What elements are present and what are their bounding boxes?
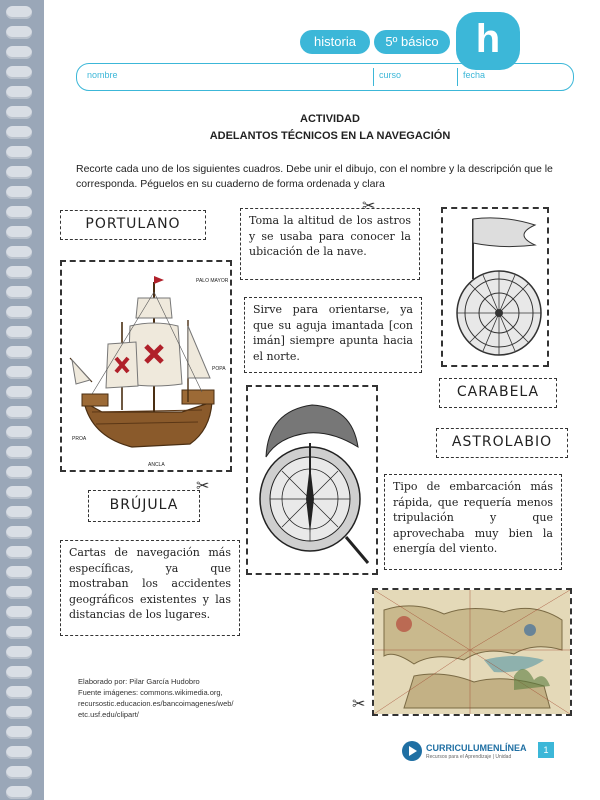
credits xyxy=(78,676,234,720)
card-image-astrolabio[interactable] xyxy=(441,207,549,367)
ship-illustration xyxy=(62,262,230,470)
spiral-ring xyxy=(6,586,32,599)
spiral-ring xyxy=(6,486,32,499)
credits-source: Fuente imágenes: commons.wikimedia.org, xyxy=(78,688,223,697)
spiral-ring xyxy=(6,366,32,379)
credits-author: Elaborado por: Pilar García Hudobro xyxy=(78,677,200,686)
divider xyxy=(457,68,458,86)
spiral-ring xyxy=(6,226,32,239)
brand-tagline: Recursos para el Aprendizaje | Unidad xyxy=(426,754,512,760)
spiral-ring xyxy=(6,706,32,719)
spiral-ring xyxy=(6,206,32,219)
spiral-ring xyxy=(6,146,32,159)
spiral-ring xyxy=(6,686,32,699)
grade-tab: 5º básico xyxy=(374,30,450,54)
spiral-ring xyxy=(6,346,32,359)
student-info-bar xyxy=(76,63,574,91)
spiral-ring xyxy=(6,26,32,39)
card-brujula[interactable]: BRÚJULA xyxy=(88,490,200,522)
scissors-icon: ✂ xyxy=(352,696,366,713)
compass-illustration xyxy=(248,387,376,573)
card-carabela[interactable]: CARABELA xyxy=(439,378,557,408)
spiral-ring xyxy=(6,406,32,419)
scissors-icon: ✂ xyxy=(196,478,210,495)
card-desc-astrolabio[interactable]: Toma la altitud de los astros y se usaba para conocer la ubicación de la nave. xyxy=(240,208,420,280)
spiral-ring xyxy=(6,646,32,659)
activity-heading: ACTIVIDAD xyxy=(300,113,360,125)
instructions: Recorte cada uno de los siguientes cuadros. Debe unir el dibujo, con el nombre y la descripción que le corresponda. Péguelos en su cuaderno de forma ordenada y clara xyxy=(76,163,553,190)
label-proa: PROA xyxy=(72,436,87,442)
spiral-ring xyxy=(6,566,32,579)
card-image-carabela[interactable] xyxy=(60,260,232,472)
play-icon xyxy=(402,741,422,761)
credits-source: etc.usf.edu/clipart/ xyxy=(78,710,139,719)
spiral-ring xyxy=(6,766,32,779)
spiral-ring xyxy=(6,726,32,739)
label-palo-mayor: PALO MAYOR xyxy=(196,278,229,284)
spiral-ring xyxy=(6,546,32,559)
name-label: nombre xyxy=(87,70,118,80)
portolan-map-illustration xyxy=(374,590,570,714)
divider xyxy=(373,68,374,86)
card-desc-brujula[interactable]: Sirve para orientarse, ya que su aguja imantada [con imán] siempre apunta hacia el norte. xyxy=(244,297,422,373)
spiral-ring xyxy=(6,186,32,199)
page-number: 1 xyxy=(538,742,554,758)
card-desc-carabela[interactable]: Tipo de embarcación más rápida, que requería menos tripulación y que aprovechaba muy bien la energía del viento. xyxy=(384,474,562,570)
brand-name: CURRICULUMENLÍNEA xyxy=(426,743,527,753)
label-ancla: ANCLA xyxy=(148,462,165,468)
card-portulano[interactable]: PORTULANO xyxy=(60,210,206,240)
spiral-ring xyxy=(6,6,32,19)
spiral-ring xyxy=(6,466,32,479)
spiral-ring xyxy=(6,626,32,639)
card-desc-portulano[interactable]: Cartas de navegación más específicas, ya que mostraban los accidentes geográficos existentes y las distancias de los lugares. xyxy=(60,540,240,636)
astrolabe-illustration xyxy=(443,209,547,365)
spiral-ring xyxy=(6,286,32,299)
h-logo: h xyxy=(456,12,520,70)
spiral-ring xyxy=(6,326,32,339)
spiral-ring xyxy=(6,106,32,119)
spiral-ring xyxy=(6,386,32,399)
label-popa: POPA xyxy=(212,366,226,372)
spiral-ring xyxy=(6,66,32,79)
spiral-ring xyxy=(6,666,32,679)
spiral-ring xyxy=(6,266,32,279)
spiral-ring xyxy=(6,86,32,99)
activity-title: ADELANTOS TÉCNICOS EN LA NAVEGACIÓN xyxy=(209,130,451,142)
spiral-ring xyxy=(6,46,32,59)
spiral-ring xyxy=(6,126,32,139)
spiral-ring xyxy=(6,246,32,259)
spiral-ring xyxy=(6,506,32,519)
spiral-ring xyxy=(6,306,32,319)
spiral-ring xyxy=(6,426,32,439)
spiral-ring xyxy=(6,166,32,179)
spiral-ring xyxy=(6,786,32,799)
date-label: fecha xyxy=(463,70,486,80)
spiral-ring xyxy=(6,446,32,459)
card-image-portulano[interactable] xyxy=(372,588,572,716)
spiral-ring xyxy=(6,746,32,759)
scissors-icon: ✂ xyxy=(362,198,376,215)
spiral-ring xyxy=(6,526,32,539)
course-label: curso xyxy=(379,70,402,80)
spiral-binding xyxy=(0,0,44,800)
subject-tab: historia xyxy=(300,30,370,54)
spiral-ring xyxy=(6,606,32,619)
credits-source: recursostic.educacion.es/bancoimagenes/web/ xyxy=(78,699,234,708)
card-image-brujula[interactable] xyxy=(246,385,378,575)
card-astrolabio[interactable]: ASTROLABIO xyxy=(436,428,568,458)
